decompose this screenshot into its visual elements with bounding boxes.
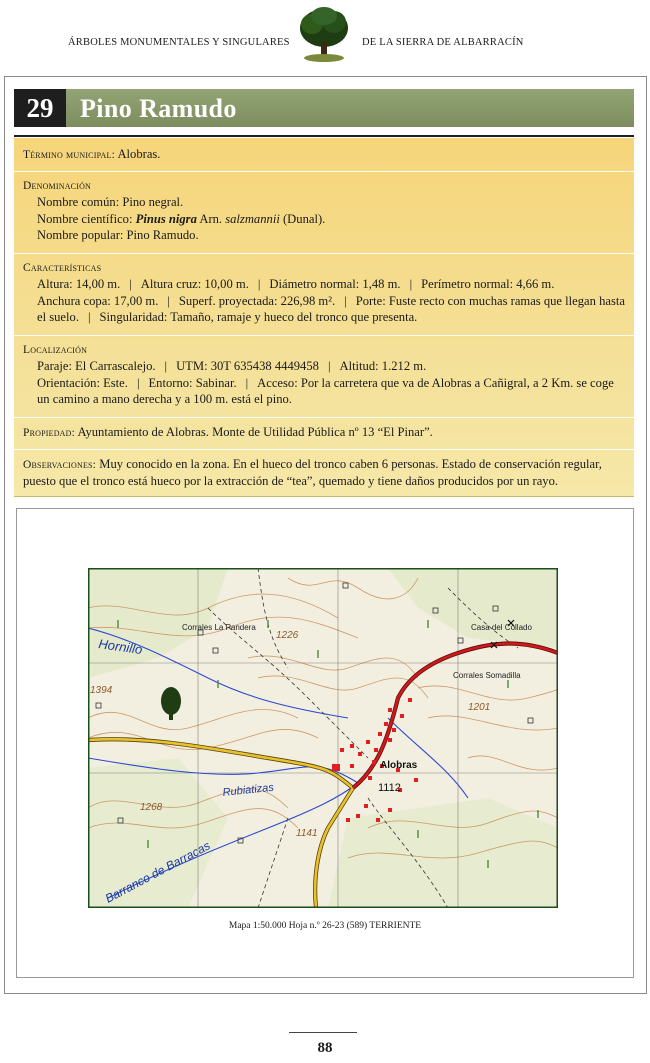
page-number: 88 xyxy=(317,1040,333,1056)
observaciones-label: Observaciones: xyxy=(23,459,97,471)
cientifico-author: Arn. xyxy=(199,211,223,226)
propiedad-value: Ayuntamiento de Alobras. Monte de Utilidad Pública nº 13 “El Pinar”. xyxy=(77,425,433,439)
perimetro-normal: Perímetro normal: 4,66 m. xyxy=(421,277,555,292)
altura: Altura: 14,00 m. xyxy=(37,277,121,292)
divider xyxy=(14,449,634,450)
title-rule xyxy=(14,135,634,137)
entry-title: Pino Ramudo xyxy=(80,94,237,123)
divider xyxy=(14,253,634,254)
map-label-rubiatizas: Rubiatizas xyxy=(222,781,275,799)
cientifico-prefix: Nombre científico: xyxy=(37,211,133,226)
municipio-section xyxy=(23,146,627,163)
nombre-comun: Nombre común: Pino negral. xyxy=(37,195,184,210)
nombre-cientifico xyxy=(23,211,627,227)
map-label-1141: 1141 xyxy=(296,828,318,839)
denominacion-section xyxy=(23,178,627,244)
entorno: Entorno: Sabinar. xyxy=(148,375,237,390)
altura-cruz: Altura cruz: 10,00 m. xyxy=(140,277,249,292)
caracteristicas-line: Anchura copa: 17,00 m. | Superf. proyectada: 226,98 m². | Porte: Fuste recto con muchas ramas que llegan hasta el suelo. | Singularidad: Tamaño, ramaje y hueco del tronco que presenta. xyxy=(37,293,625,325)
header-right-text: DE LA SIERRA DE ALBARRACÍN xyxy=(362,37,524,48)
map-label-1226: 1226 xyxy=(276,630,299,641)
porte: Porte: Fuste recto con muchas ramas que llegan hasta el suelo. xyxy=(37,293,625,325)
entry-number: 29 xyxy=(14,89,66,127)
map-label-corrales-somadilla: Corrales Somadilla xyxy=(453,671,521,680)
anchura-copa: Anchura copa: 17,00 m. xyxy=(37,293,159,308)
propiedad-label: Propiedad: xyxy=(23,427,76,439)
caracteristicas-section xyxy=(23,260,627,326)
map-label-casa-collado: Casa del Collado xyxy=(471,623,532,632)
acceso: Acceso: Por la carretera que va de Alobras a Cañigral, a 2 Km. se coge un camino a mano derecha y a 100 m. está el pino. xyxy=(37,375,614,407)
tree-logo-icon xyxy=(298,6,350,64)
localizacion-line: Orientación: Este. | Entorno: Sabinar. | Acceso: Por la carretera que va de Alobras a Cañigral, a 2 Km. se coge un camino a mano derecha y a 100 m. está el pino. xyxy=(37,375,614,407)
cientifico-subsp: salzmannii xyxy=(225,211,280,226)
page-number-rule xyxy=(289,1032,357,1033)
cientifico-name: Pinus nigra xyxy=(135,211,197,226)
localizacion-section xyxy=(23,342,627,408)
municipio-label: Término municipal: xyxy=(23,149,115,161)
orientacion: Orientación: Este. xyxy=(37,375,128,390)
map-label-hornillo: Hornillo xyxy=(97,636,144,658)
utm: UTM: 30T 635438 4449458 xyxy=(176,359,319,374)
propiedad-section xyxy=(23,424,627,441)
map-label-1268: 1268 xyxy=(140,802,163,813)
singularidad: Singularidad: Tamaño, ramaje y hueco del tronco que presenta. xyxy=(99,310,418,325)
divider xyxy=(14,417,634,418)
localizacion-line: Paraje: El Carrascalejo. | UTM: 30T 635438 4449458 | Altitud: 1.212 m. xyxy=(37,359,427,374)
divider xyxy=(14,335,634,336)
topographic-map xyxy=(88,568,558,908)
altitud: Altitud: 1.212 m. xyxy=(339,359,427,374)
header-left-text: ÁRBOLES MONUMENTALES Y SINGULARES xyxy=(68,37,290,48)
diametro-normal: Diámetro normal: 1,48 m. xyxy=(269,277,401,292)
denominacion-heading: Denominación xyxy=(23,180,92,192)
observaciones-value: Muy conocido en la zona. En el hueco del tronco caben 6 personas. Estado de conservación regular, puesto que el tronco está hueco por la extracción de “tea”, quemado y tiene daños producidos por un rayo. xyxy=(23,457,602,489)
map-label-1112: 1112 xyxy=(378,782,401,794)
localizacion-heading: Localización xyxy=(23,344,88,356)
nombre-popular: Nombre popular: Pino Ramudo. xyxy=(37,228,199,243)
map-label-1394: 1394 xyxy=(90,685,113,696)
municipio-value: Alobras. xyxy=(117,147,161,161)
map-label-corrales-pandera: Corrales La Pandera xyxy=(182,623,256,632)
caracteristicas-heading: Características xyxy=(23,262,102,274)
cientifico-suffix: (Dunal). xyxy=(282,211,326,226)
map-label-1201: 1201 xyxy=(468,702,491,713)
paraje: Paraje: El Carrascalejo. xyxy=(37,359,156,374)
divider xyxy=(14,171,634,172)
info-panel xyxy=(14,138,634,497)
superficie-proyectada: Superf. proyectada: 226,98 m². xyxy=(178,293,336,308)
caracteristicas-line: Altura: 14,00 m. | Altura cruz: 10,00 m. | Diámetro normal: 1,48 m. | Perímetro normal: 4,66 m. xyxy=(37,277,555,292)
map-label-barranco: Barranco de Barracas xyxy=(102,838,213,906)
page-header xyxy=(0,0,650,70)
observaciones-section xyxy=(23,456,627,490)
map-label-alobras: Alobras xyxy=(380,760,418,771)
map-caption: Mapa 1:50.000 Hoja n.º 26-23 (589) TERRIENTE xyxy=(228,921,422,931)
